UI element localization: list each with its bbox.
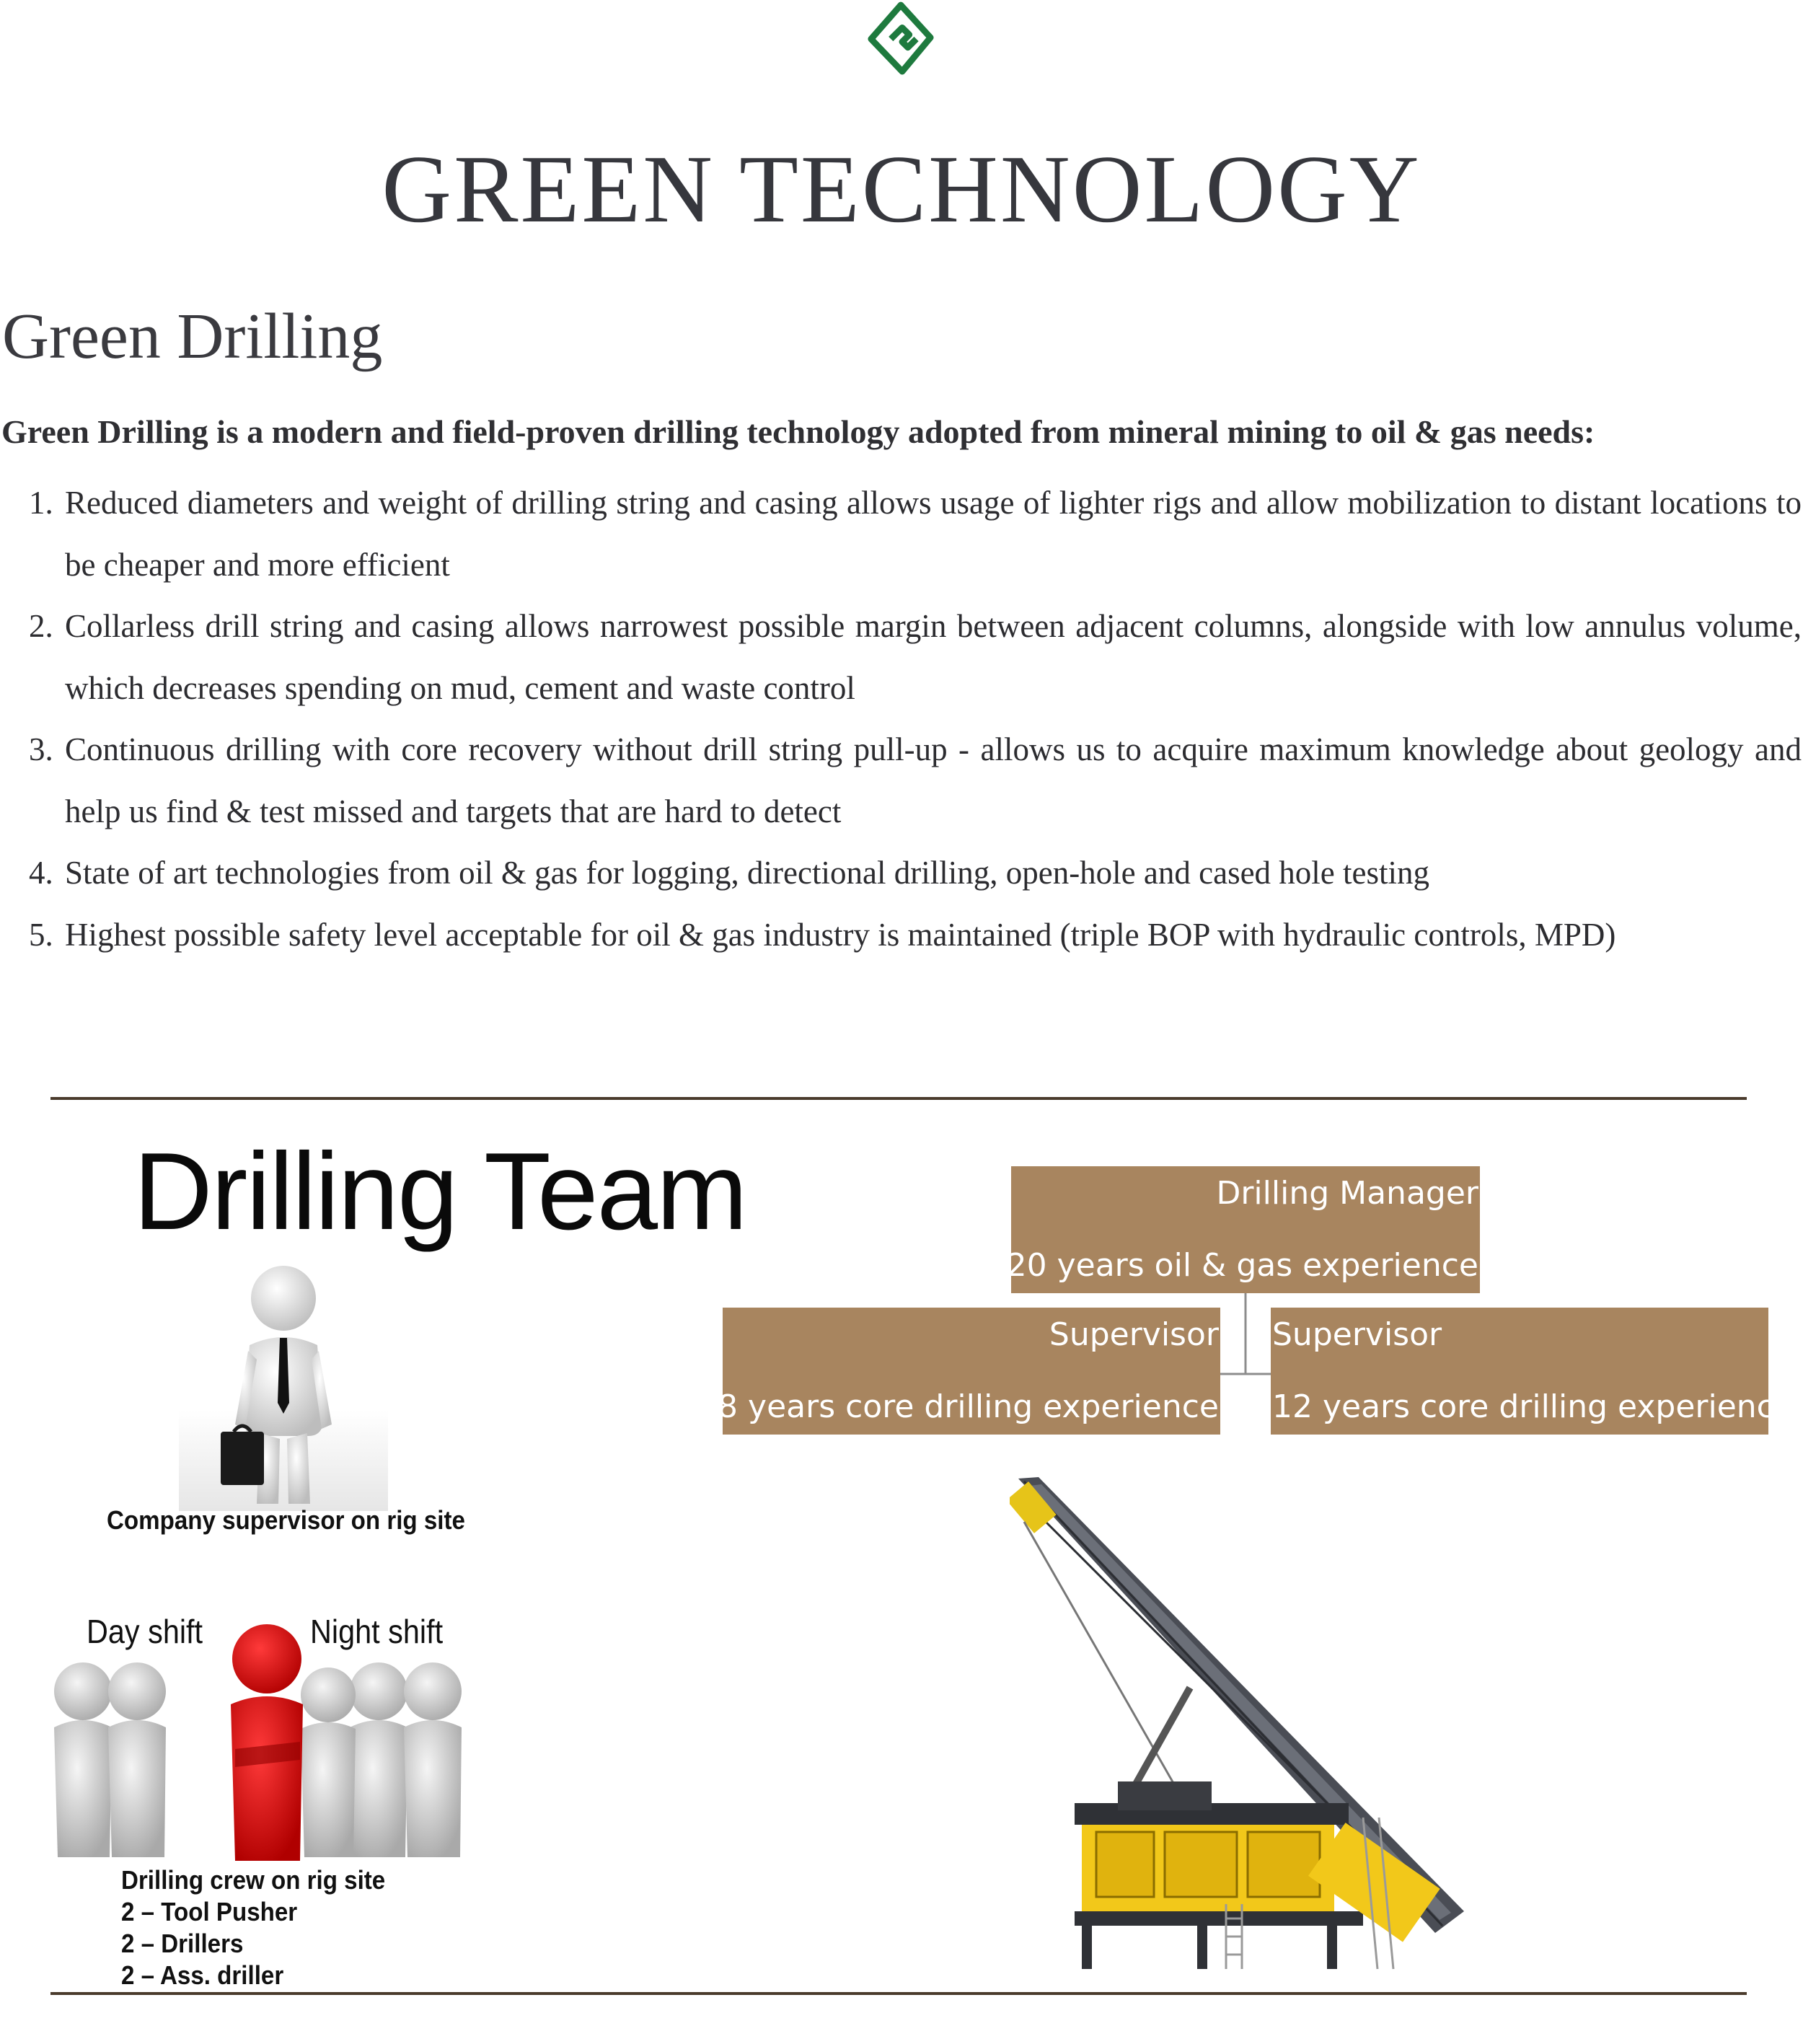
crew-caption-line: 2 – Tool Pusher [121,1897,298,1926]
section-divider-bottom [50,1992,1747,1995]
crew-caption-line: 2 – Drillers [121,1929,244,1958]
org-chart-connector [1219,1293,1277,1380]
crew-caption [121,1864,385,1991]
section-heading: Green Drilling [2,301,383,372]
green-technology-logo-icon [865,0,936,81]
manager-box [1006,1166,1480,1293]
list-item: 1. Reduced diameters and weight of drilling string and casing allows usage of lighter rigs and allow mobilization to distant locations to be cheaper and more efficient [29,485,1802,583]
supervisor-role: Supervisor [1272,1316,1442,1353]
drilling-rig-image [1010,1471,1486,1976]
page-title: GREEN TECHNOLOGY [382,136,1421,242]
manager-experience: 20 years oil & gas experience [1006,1247,1478,1284]
day-shift-label: Day shift [87,1613,203,1650]
list-item: 5. Highest possible safety level acceptable for oil & gas industry is maintained (triple BOP with hydraulic controls, MPD) [29,916,1616,953]
list-item: 3. Continuous drilling with core recovery without drill string pull-up - allows us to acquire maximum knowledge about geology and help us find & test missed and targets that are hard to detect [29,731,1802,829]
supervisor-caption: Company supervisor on rig site [107,1505,465,1535]
supervisor-figure-icon [179,1266,388,1511]
supervisor-box-left [697,1308,1220,1435]
crew-caption-line: 2 – Ass. driller [121,1960,284,1990]
supervisor-role: Supervisor [1049,1316,1219,1353]
crew-figure-icon [43,1619,505,1864]
supervisor-experience: 18 years core drilling experience [697,1388,1219,1425]
drilling-team-title: Drilling Team [133,1130,746,1253]
list-item: 2. Collarless drill string and casing allows narrowest possible margin between adjacent columns, alongside with low annulus volume, which decreases spending on mud, cement and waste control [29,608,1802,706]
supervisor-experience: 12 years core drilling experience [1272,1388,1794,1425]
feature-list [29,472,1802,966]
supervisor-box-right [1271,1308,1794,1435]
intro-text: Green Drilling is a modern and field-proven drilling technology adopted from mineral mining to oil & gas needs: [1,413,1595,450]
list-item: 4. State of art technologies from oil & gas for logging, directional drilling, open-hole and cased hole testing [29,855,1430,891]
night-shift-label: Night shift [310,1613,444,1650]
manager-role: Drilling Manager [1216,1175,1478,1212]
section-divider-top [50,1097,1747,1100]
crew-caption-title: Drilling crew on rig site [121,1865,386,1895]
